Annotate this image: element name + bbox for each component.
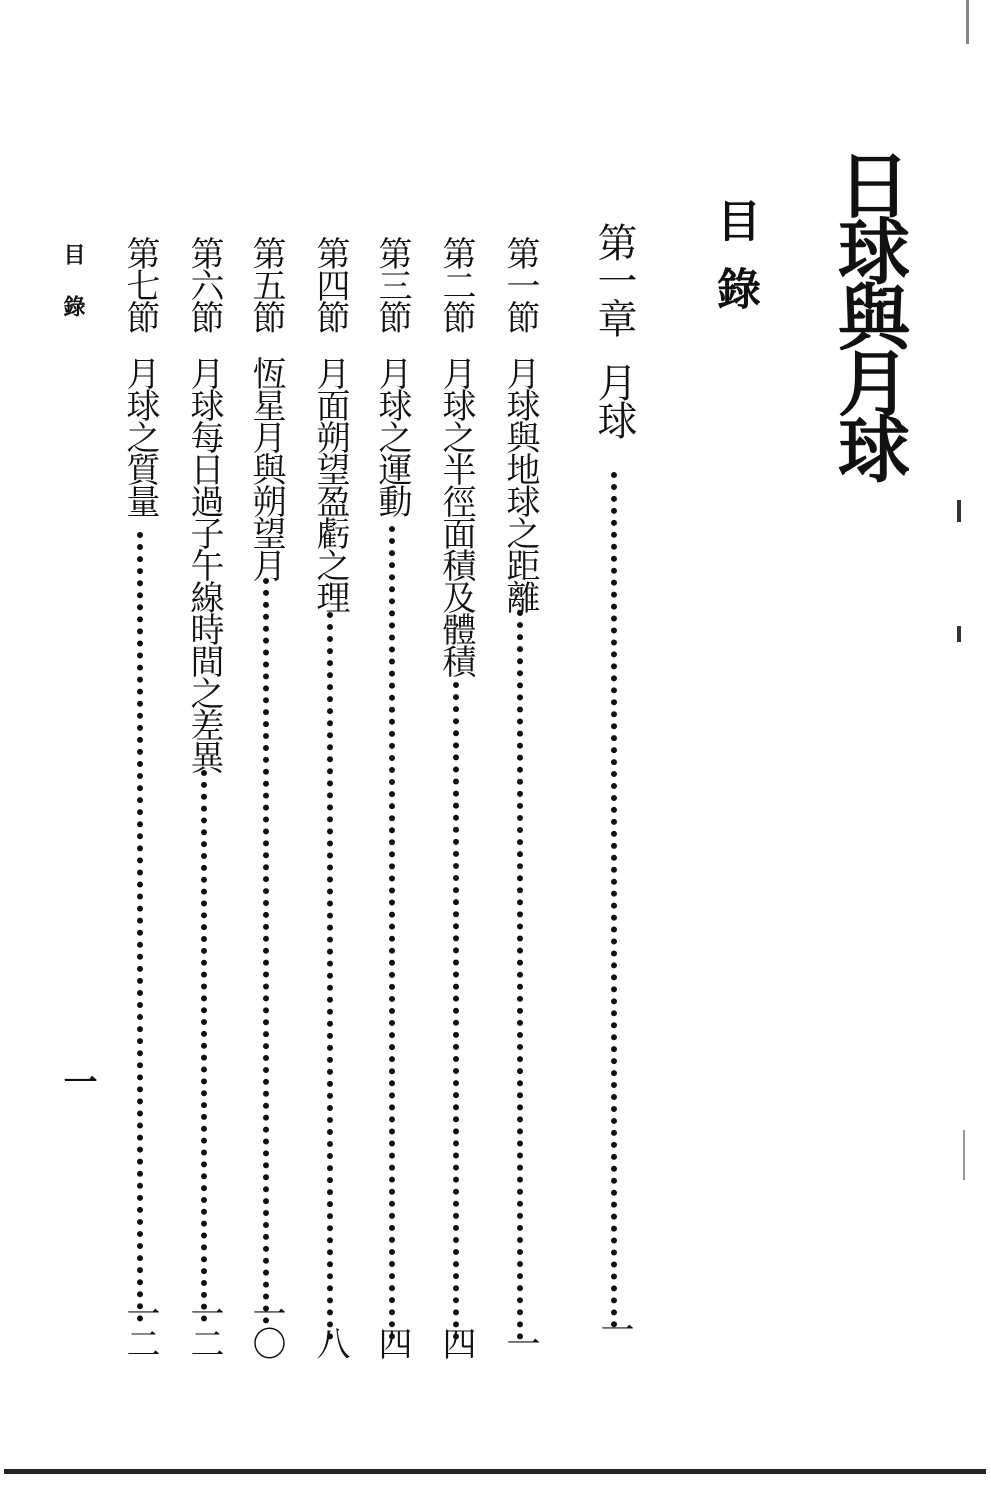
section-number: 第七節 xyxy=(120,236,160,332)
section-page-number: 一二 xyxy=(120,1296,160,1356)
section-label xyxy=(372,236,412,516)
section-entry-1 xyxy=(500,236,540,1356)
section-title: 月球與地球之距離 xyxy=(500,356,540,612)
section-entry-5 xyxy=(246,236,286,1356)
chapter-page-number: 一 xyxy=(594,1312,634,1342)
section-number: 第四節 xyxy=(310,236,350,332)
section-label xyxy=(500,236,540,612)
section-number: 第五節 xyxy=(246,236,286,332)
section-number: 第一節 xyxy=(500,236,540,332)
section-page-number: 四 xyxy=(372,1326,412,1356)
section-page-number: 一〇 xyxy=(246,1296,286,1356)
section-number: 第三節 xyxy=(372,236,412,332)
section-entry-4 xyxy=(310,236,350,1356)
section-number: 第二節 xyxy=(436,236,476,332)
section-title: 月球之質量 xyxy=(120,356,160,516)
section-label xyxy=(246,236,286,580)
dot-leader xyxy=(137,532,143,1322)
running-head: 目錄 xyxy=(60,243,86,347)
dot-leader xyxy=(453,682,459,1340)
section-label xyxy=(436,236,476,676)
bottom-edge-rule xyxy=(4,1469,986,1474)
section-title: 月球每日過子午線時間之差異 xyxy=(184,356,224,772)
section-label xyxy=(310,236,350,612)
chapter-entry xyxy=(591,222,637,1352)
section-page-number: 八 xyxy=(310,1326,350,1356)
section-title: 月球之運動 xyxy=(372,356,412,516)
page-edge-mark xyxy=(957,626,961,642)
page-edge-mark xyxy=(957,500,961,522)
section-entry-3 xyxy=(372,236,412,1356)
section-page-number: 一二 xyxy=(184,1296,224,1356)
section-title: 恆星月與朔望月 xyxy=(246,356,286,580)
dot-leader xyxy=(201,770,207,1322)
chapter-number: 第一章 xyxy=(591,222,637,336)
section-entry-2 xyxy=(436,236,476,1356)
page-edge-mark xyxy=(963,1130,965,1180)
folio-page-number: 一 xyxy=(57,1064,97,1098)
dot-leader xyxy=(611,472,617,1328)
dot-leader xyxy=(327,612,333,1340)
section-title: 月球之半徑面積及體積 xyxy=(436,356,476,676)
section-label xyxy=(184,236,224,772)
contents-heading: 目錄 xyxy=(709,198,760,334)
section-page-number: 一 xyxy=(500,1326,540,1356)
chapter-title: 月球 xyxy=(591,362,637,438)
dot-leader xyxy=(517,610,523,1340)
page-edge-mark xyxy=(966,0,969,44)
dot-leader xyxy=(263,578,269,1324)
section-number: 第六節 xyxy=(184,236,224,332)
chapter-label xyxy=(591,222,637,438)
dot-leader xyxy=(389,526,395,1340)
section-title: 月面朔望盈虧之理 xyxy=(310,356,350,612)
section-label xyxy=(120,236,160,516)
section-entry-6 xyxy=(184,236,224,1356)
section-page-number: 四 xyxy=(436,1326,476,1356)
section-entry-7 xyxy=(120,236,160,1356)
book-title: 日球與月球 xyxy=(826,148,911,478)
